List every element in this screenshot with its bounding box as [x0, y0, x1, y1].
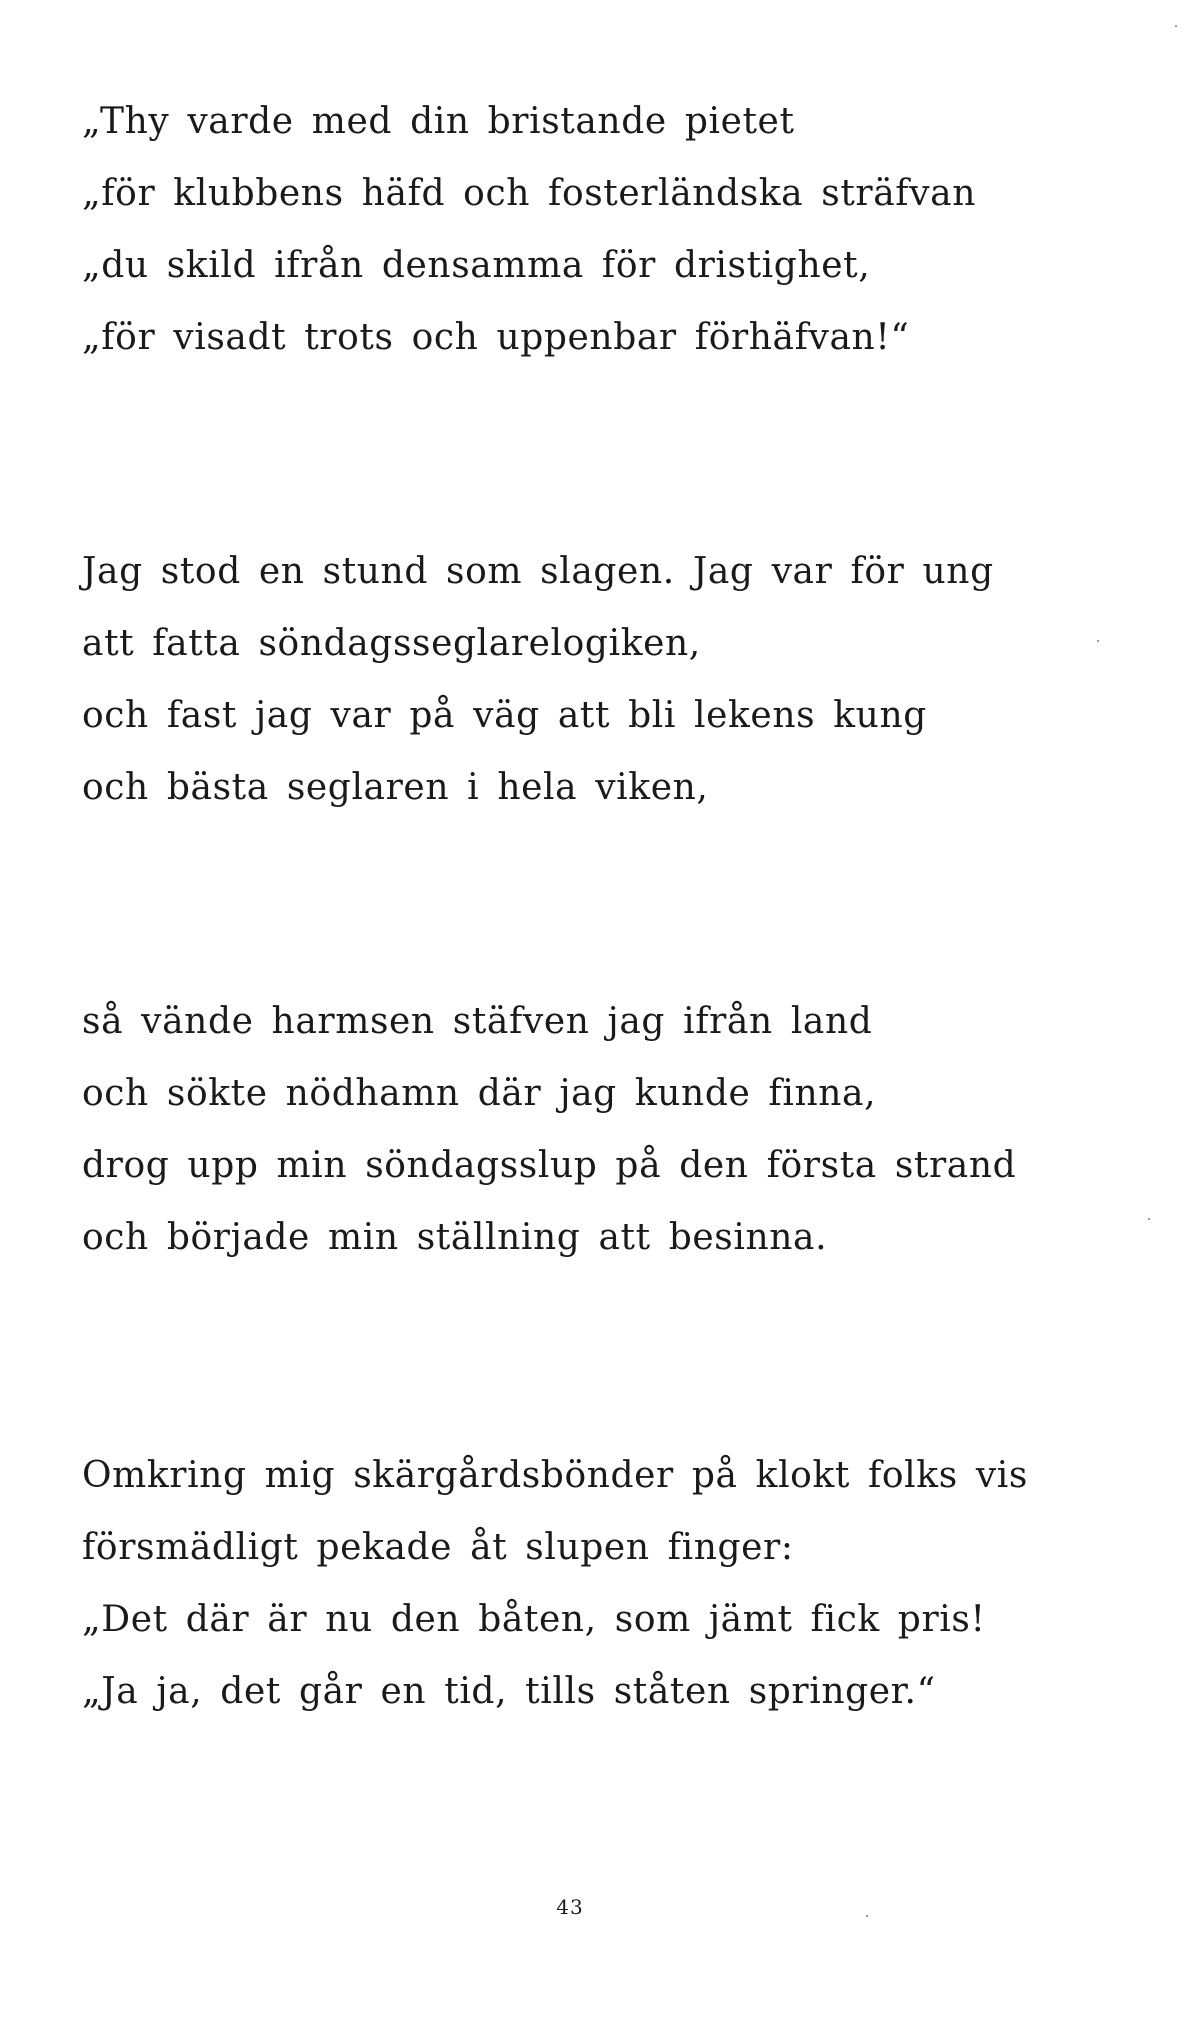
scan-speck [866, 1915, 868, 1917]
stanza-1 [82, 101, 977, 358]
poem-line: Omkring mig skärgårdsbönder på klokt folks vis [82, 1455, 1028, 1496]
poem-line: „för visadt trots och uppenbar förhäfvan!“ [82, 317, 910, 358]
poem-line: „Thy varde med din bristande pietet [82, 101, 795, 142]
poem-line: och bästa seglaren i hela viken, [82, 767, 709, 808]
poem-line: försmädligt pekade åt slupen finger: [82, 1527, 794, 1568]
stanza-2 [82, 551, 994, 808]
poem-line: „Det där är nu den båten, som jämt fick pris! [82, 1599, 986, 1640]
scan-speck [1097, 640, 1099, 642]
poem-line: att fatta söndagsseglarelogiken, [82, 623, 701, 664]
poem-line: „Ja ja, det går en tid, tills ståten springer.“ [82, 1671, 936, 1712]
scan-speck [1148, 1218, 1150, 1220]
poem-line: „du skild ifrån densamma för dristighet, [82, 245, 871, 286]
stanza-4 [82, 1455, 1028, 1712]
page-number: 43 [556, 1895, 584, 1919]
stanza-3 [82, 1001, 1017, 1258]
poem-line: och sökte nödhamn där jag kunde finna, [82, 1073, 877, 1114]
poem-line: och började min ställning att besinna. [82, 1217, 828, 1258]
scan-speck [1175, 25, 1177, 27]
poem-line: „för klubbens häfd och fosterländska sträfvan [82, 173, 977, 214]
poem-line: Jag stod en stund som slagen. Jag var för ung [82, 551, 994, 592]
poem-line: så vände harmsen stäfven jag ifrån land [82, 1001, 873, 1042]
poem-line: drog upp min söndagsslup på den första strand [82, 1145, 1017, 1186]
poem-line: och fast jag var på väg att bli lekens kung [82, 695, 927, 736]
